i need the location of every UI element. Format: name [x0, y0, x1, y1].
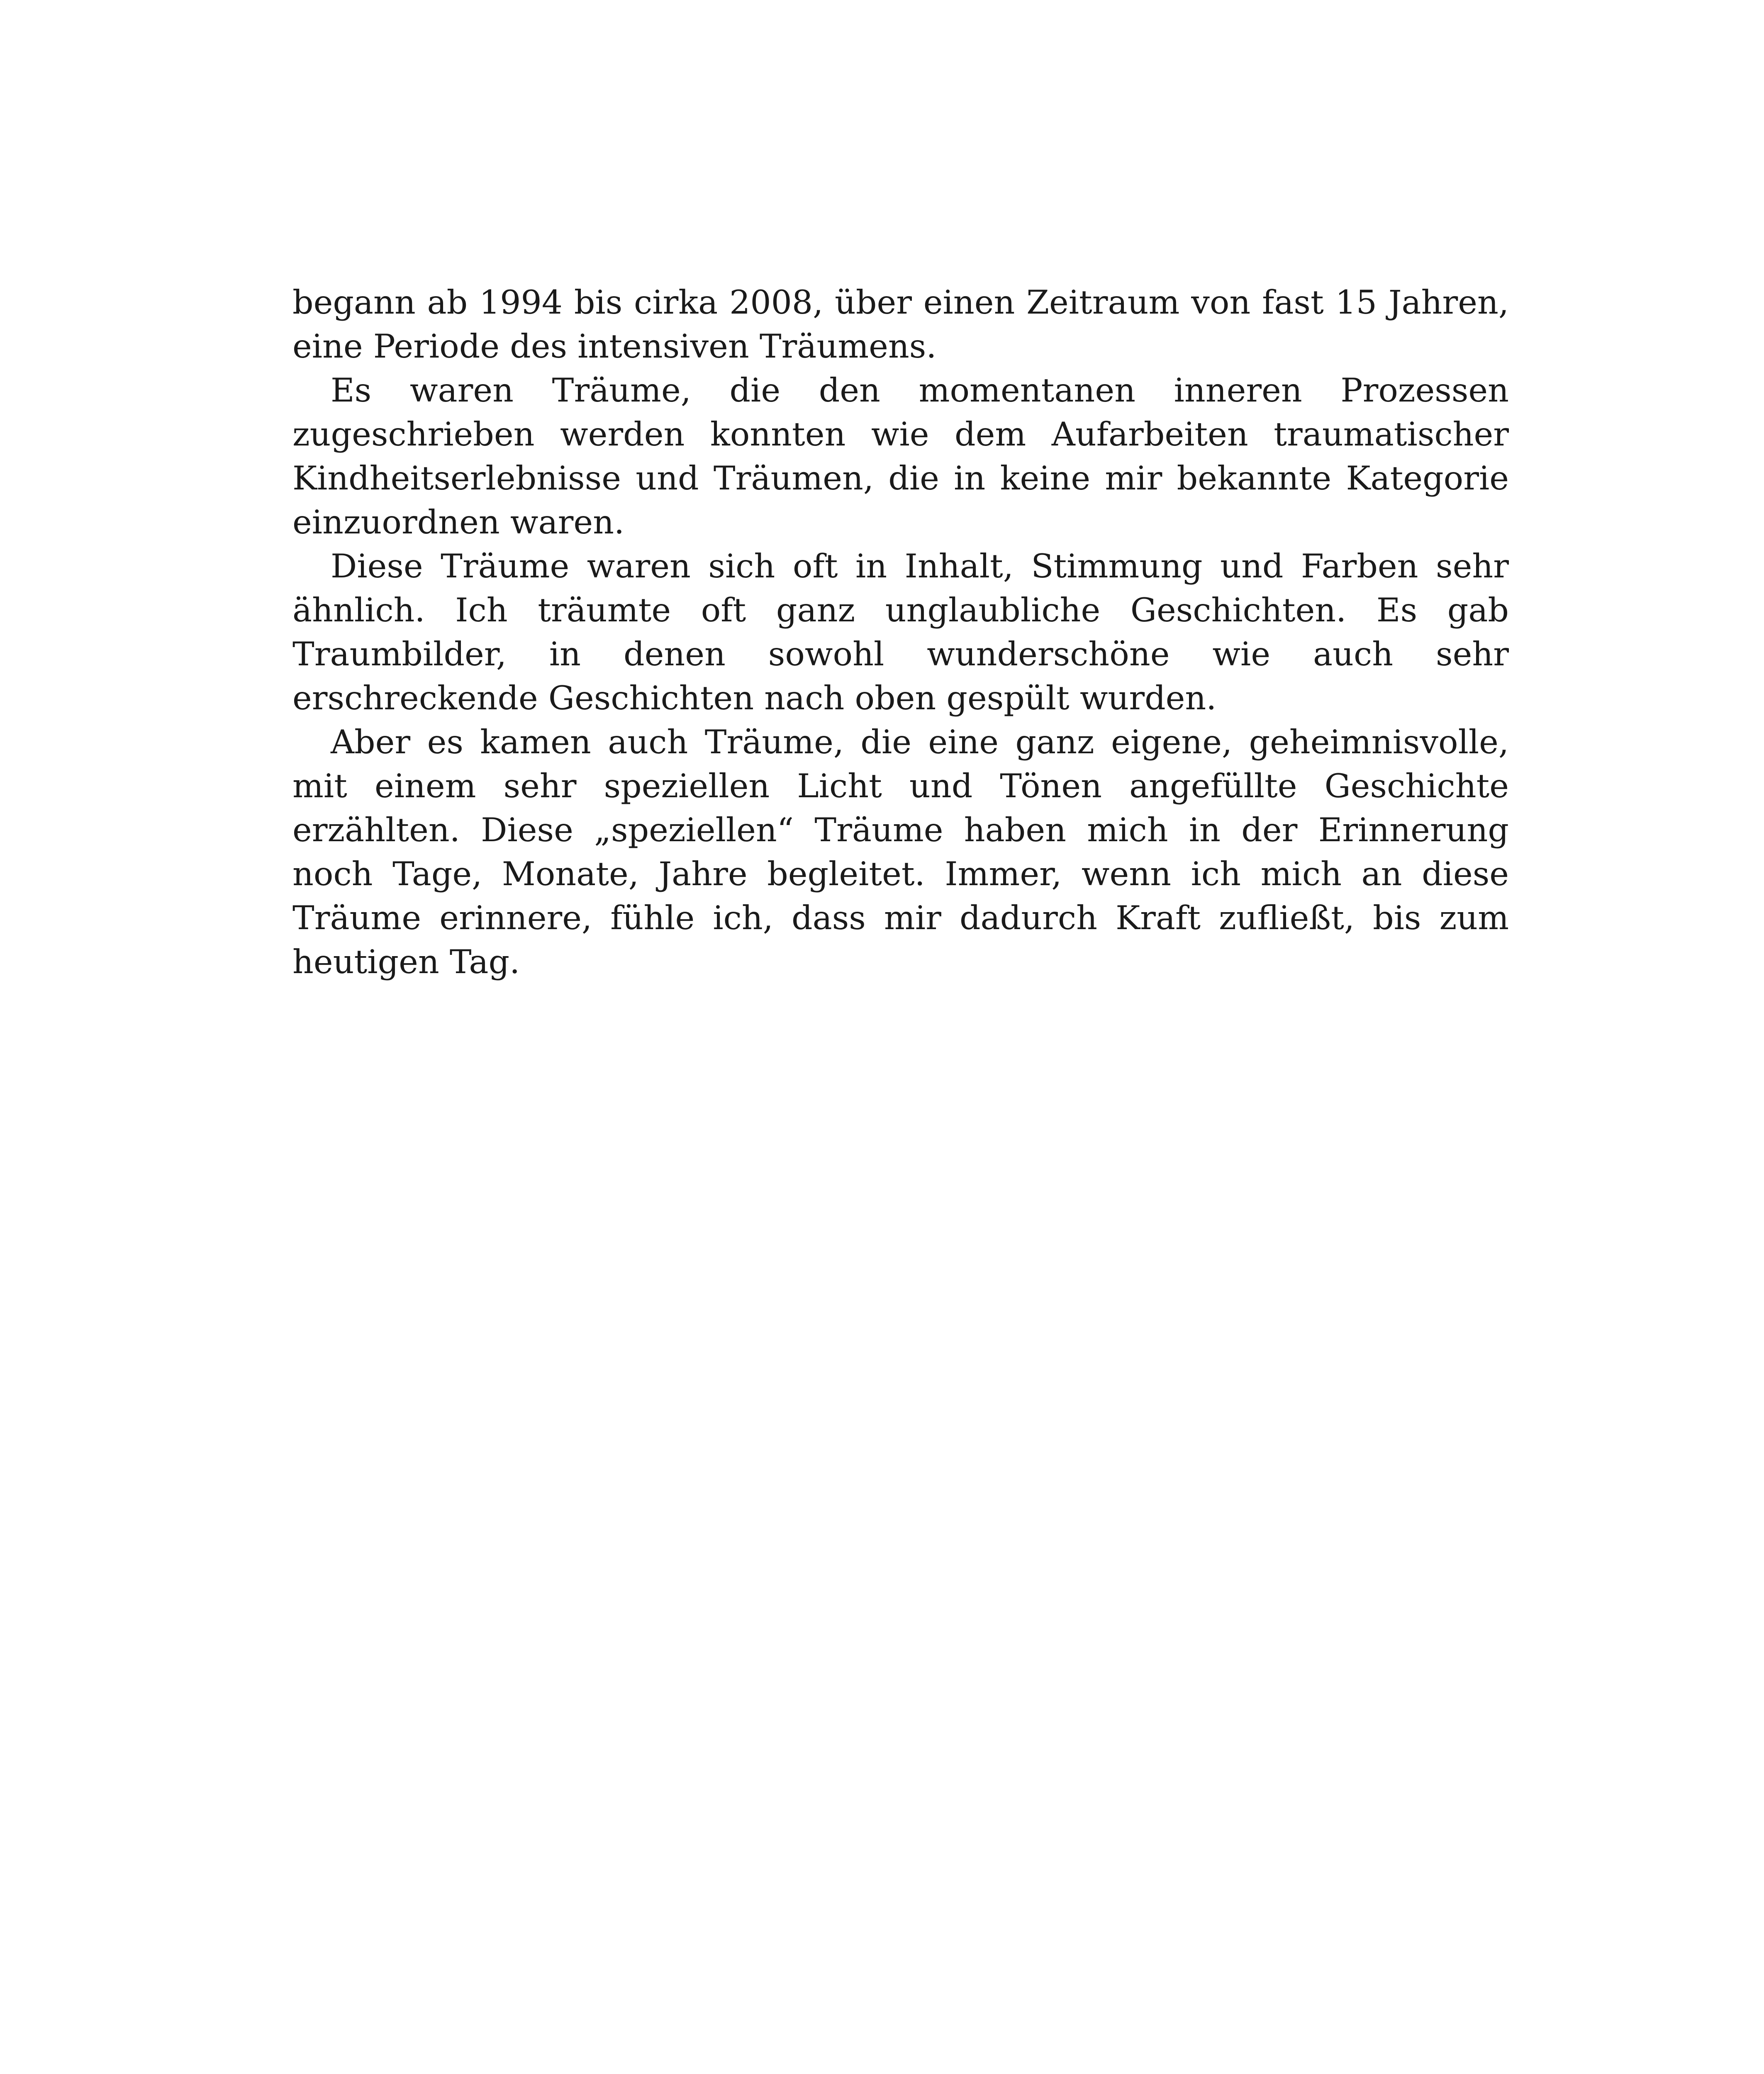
paragraph-2: Es waren Träume, die den momentanen inneren Prozessen zugeschrieben werden konnten wie dem Aufarbeiten traumatischer Kindheitserlebnisse und Träumen, die in keine mir bekannte Kategorie einzuordnen waren. [292, 371, 1509, 541]
paragraph-3: Diese Träume waren sich oft in Inhalt, Stimmung und Farben sehr ähnlich. Ich träumte oft ganz unglaubliche Geschichten. Es gab Traumbilder, in denen sowohl wunderschöne wie auch sehr erschreckende Geschichten nach oben gespült wurden. [292, 547, 1509, 717]
paragraph-1: begann ab 1994 bis cirka 2008, über einen Zeitraum von fast 15 Jahren, eine Periode des intensiven Träumens. [292, 283, 1509, 365]
paragraph-4: Aber es kamen auch Träume, die eine ganz eigene, geheimnisvolle, mit einem sehr speziellen Licht und Tönen angefüllte Geschichte erzählten. Diese „speziellen“ Träume haben mich in der Erinnerung noch Tage, Monate, Jahre begleitet. Immer, wenn ich mich an diese Träume erinnere, fühle ich, dass mir dadurch Kraft zufließt, bis zum heutigen Tag. [292, 723, 1509, 981]
body-text [292, 280, 1509, 984]
